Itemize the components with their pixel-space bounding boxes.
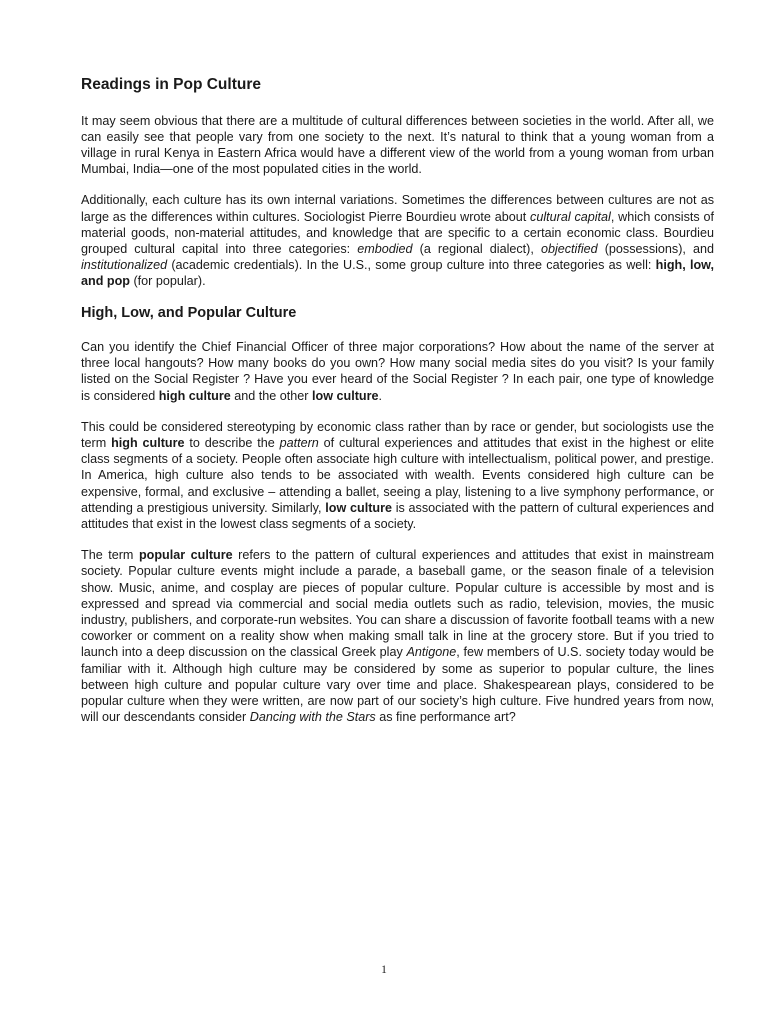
bold-term: popular culture [138, 548, 233, 563]
text-run: , few members of U.S. society today would be familiar with it. Although high culture may be considered by some as superior to popular culture, the lines between high culture and popular culture vary over time and place. Shakespearean plays, considered to be popular culture when they were written, are now part of our society’s high culture. Five hundred years from now, will our descendants consider [81, 645, 714, 725]
text-run: It may seem obvious that there are a multitude of cultural differences between societies in the world. After all, we can easily see that people vary from one society to the next. It’s natural to think that a young woman from a village in rural Kenya in Eastern Africa would have a different view of the world from a young woman from urban Mumbai, India—one of the most populated cities in the world. [81, 113, 714, 177]
italic-text: cultural capital [530, 209, 611, 224]
bold-term: high culture [158, 388, 231, 403]
section-heading: High, Low, and Popular Culture [81, 304, 297, 321]
text-run: (a regional dialect), [412, 242, 541, 257]
italic-text: pattern [279, 436, 319, 451]
text-run: . [378, 388, 382, 403]
italic-text: Antigone [406, 645, 457, 660]
bold-term: low culture [325, 500, 392, 515]
text-run: The term [81, 548, 139, 563]
text-run: Additionally, each culture has its own internal variations. Sometimes the differences between cultures are not as large as the differences within cultures. Sociologist Pierre Bourdieu wrote about [81, 193, 714, 224]
text-run: refers to the pattern of cultural experiences and attitudes that exist in mainstream society. Popular culture events might include a parade, a baseball game, or the season finale of a television show. Music, anime, and cosplay are pieces of popular culture. Popular culture is accessible by most and is expressed and spread via commercial and social media outlets such as radio, television, movies, the music industry, publishers, and corporate-run websites. You can share a discussion of favorite football teams with a new coworker or comment on a reality show when making small talk in line at the grocery store. But if you tried to launch into a deep discussion on the classical Greek play [81, 548, 715, 660]
page-title: Readings in Pop Culture [81, 76, 261, 93]
text-run: (possessions), and [597, 242, 714, 257]
paragraph [81, 547, 714, 725]
paragraph [81, 339, 714, 404]
italic-text: embodied [357, 242, 413, 257]
paragraph [81, 192, 714, 289]
bold-term: low culture [312, 388, 379, 403]
text-run: This could be considered stereotyping by economic class rather than by race or gender, but sociologists use the term [81, 419, 714, 451]
text-run: and the other [230, 388, 313, 403]
paragraph [81, 419, 714, 532]
text-run: Can you identify the Chief Financial Officer of three major corporations? How about the name of the server at three local hangouts? How many books do you own? How many social media sites do you visit? Is your family listed on the Social Register ? Have you ever heard of the Social Register ? In each pair, one type of knowledge is considered [81, 340, 714, 403]
text-run: , which consists of material goods, non-material attitudes, and knowledge that are specific to a certain economic class. Bourdieu grouped cultural capital into three categories: [81, 209, 714, 257]
bold-term: high, low, and pop [81, 258, 714, 289]
page-number: 1 [381, 964, 387, 976]
bold-term: high culture [111, 436, 185, 451]
text-run: to describe the [184, 436, 280, 451]
text-run: as fine performance art? [375, 710, 516, 725]
italic-text: Dancing with the Stars [249, 710, 376, 725]
italic-text: objectified [540, 242, 598, 257]
text-run: (academic credentials). In the U.S., some group culture into three categories as well: [167, 258, 656, 273]
italic-text: institutionalized [81, 258, 168, 273]
text-run: of cultural experiences and attitudes that exist in the highest or elite class segments of a society. People often associate high culture with intellectualism, political power, and prestige. In America, high culture also tends to be associated with wealth. Events considered high culture can be expensive, formal, and exclusive – attending a ballet, seeing a play, listening to a live symphony performance, or attending a prestigious university. Similarly, [81, 436, 714, 515]
paragraph [81, 113, 714, 178]
text-run: (for popular). [129, 274, 206, 289]
text-run: is associated with the pattern of cultural experiences and attitudes that exist in the lowest class segments of a society. [81, 500, 714, 532]
